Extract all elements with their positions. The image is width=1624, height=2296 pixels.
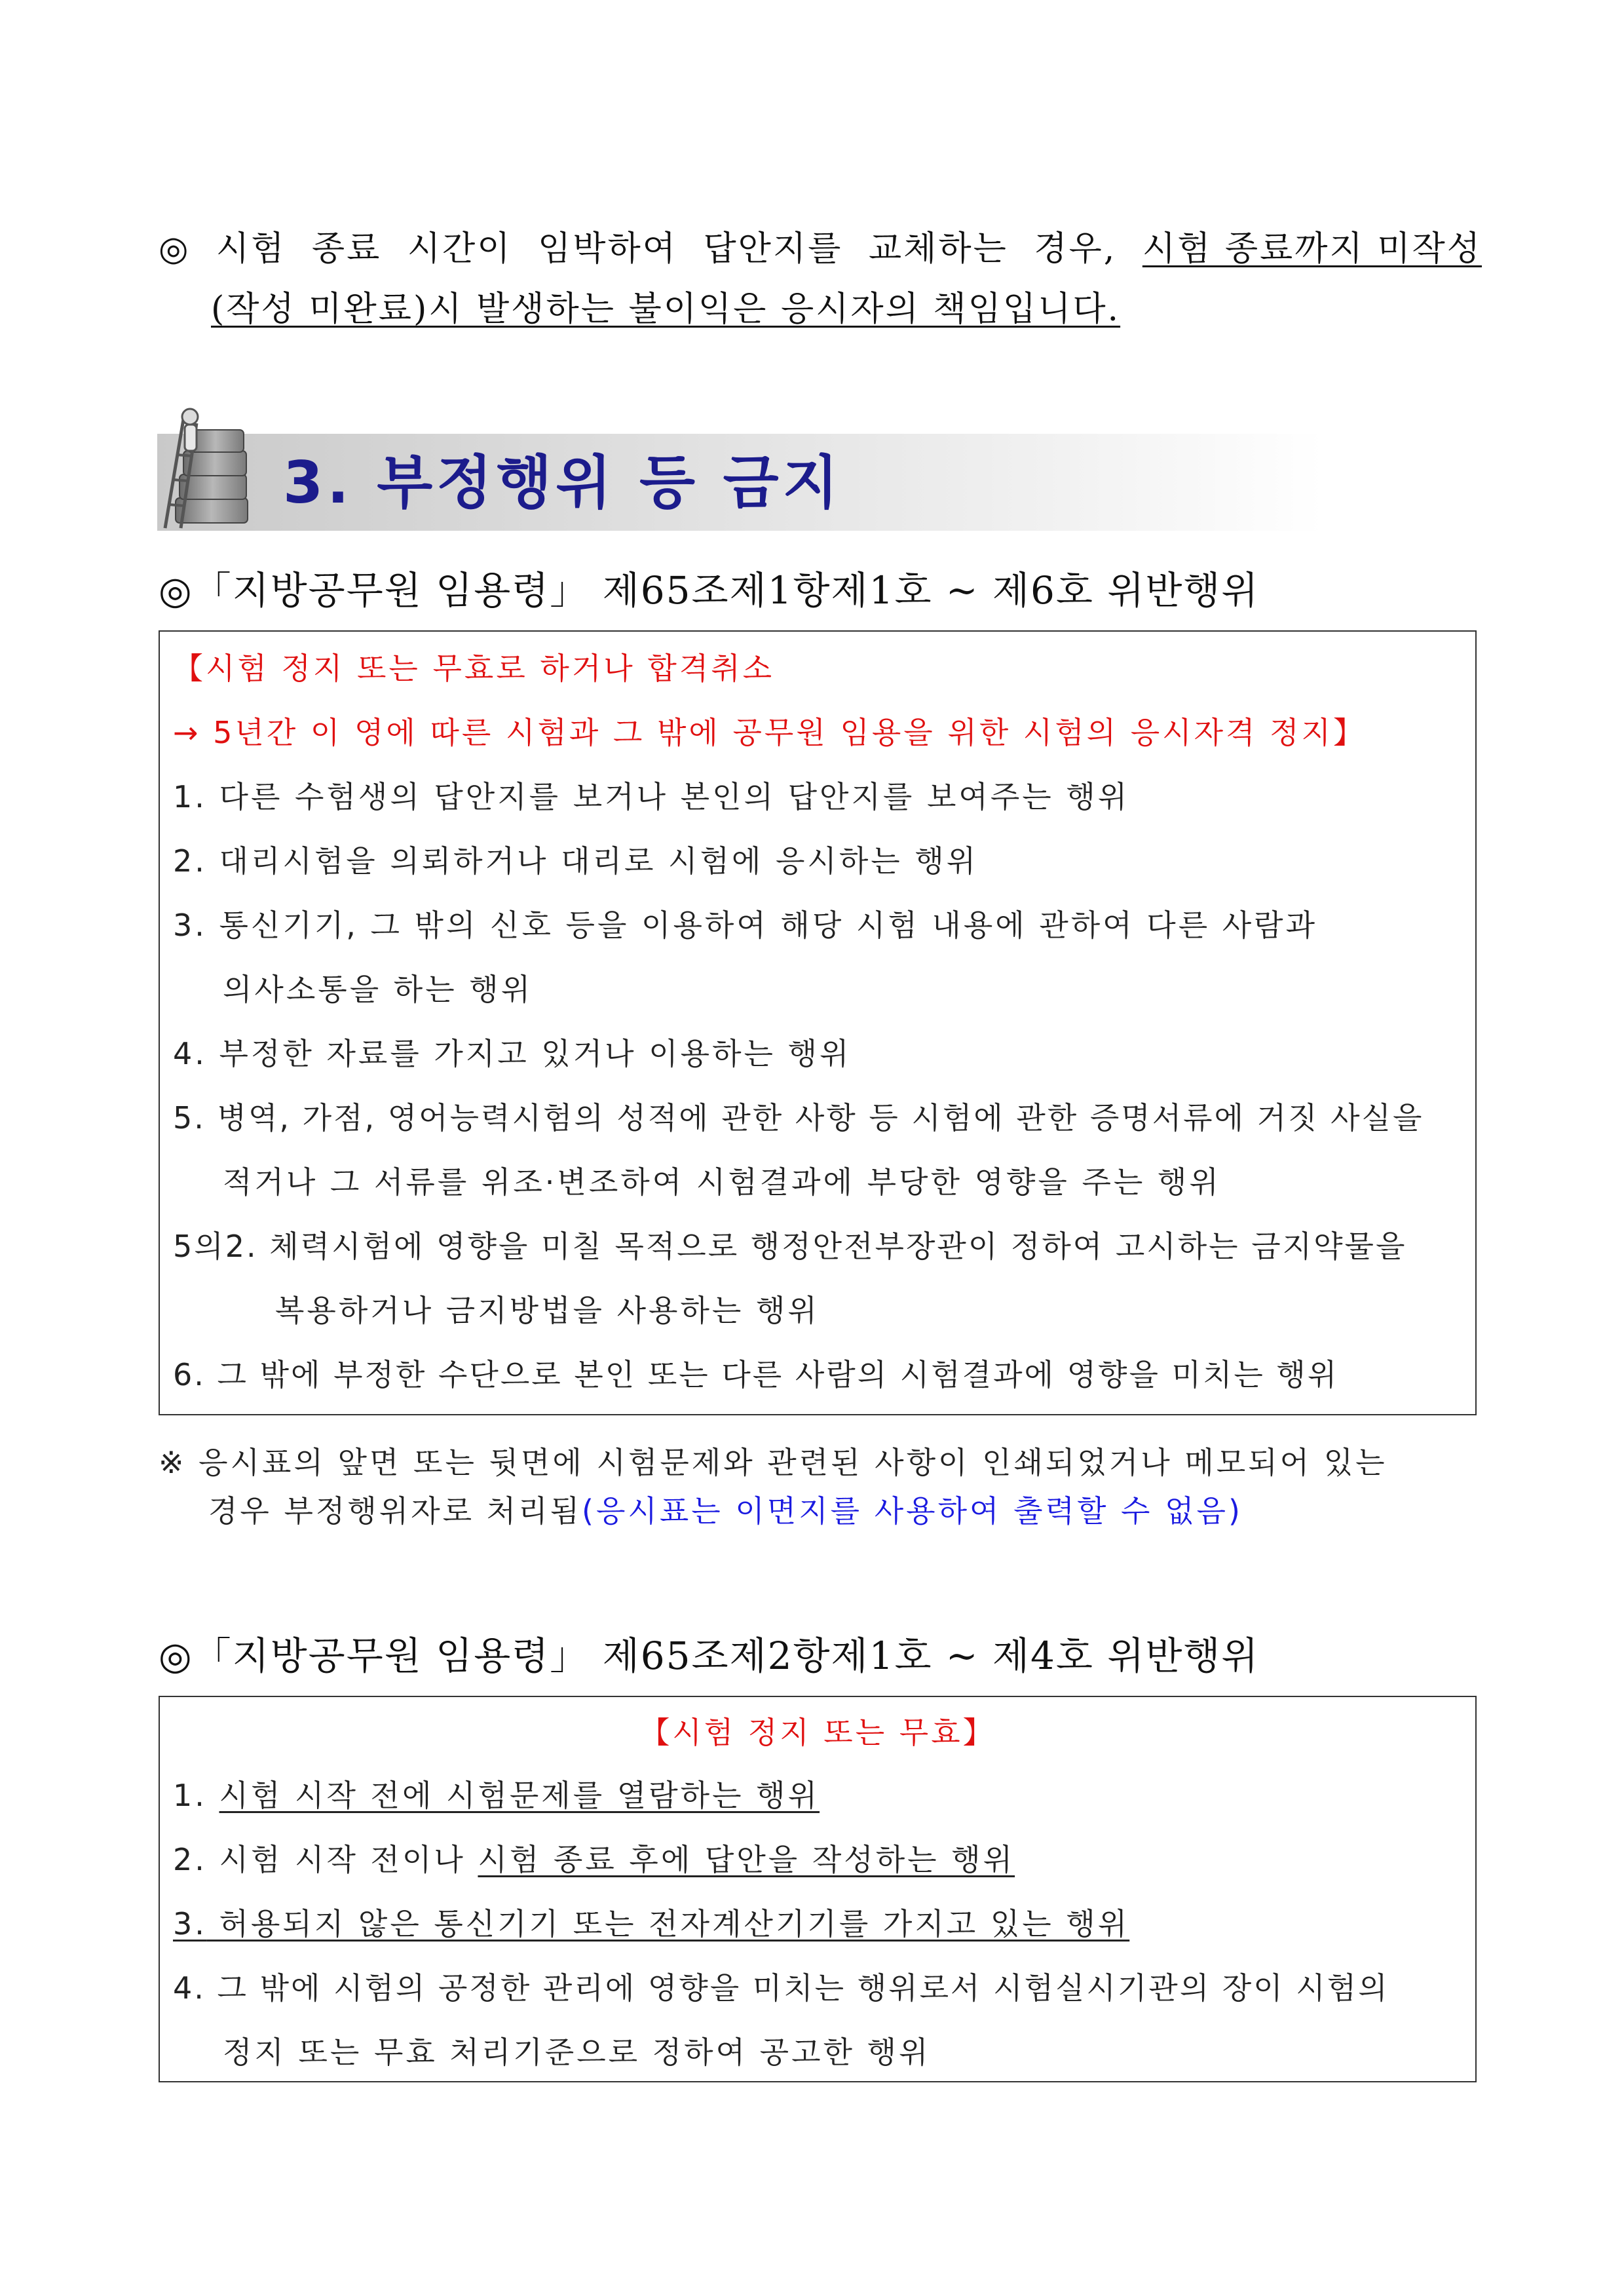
notice-word: 임박하여 <box>538 229 677 269</box>
part1-heading: ◎「지방공무원 임용령」 제65조제1항제1호 ~ 제6호 위반행위 <box>159 568 1260 613</box>
item-prefix: 2. 시험 시작 전이나 <box>173 1842 478 1877</box>
part2-heading: ◎「지방공무원 임용령」 제65조제2항제1호 ~ 제4호 위반행위 <box>159 1634 1260 1678</box>
list-item <box>173 1776 820 1815</box>
item-prefix: 1. <box>173 1778 219 1813</box>
part1-penalty-line-2: → 5년간 이 영에 따른 시험과 그 밖에 공무원 임용을 위한 시험의 응시자격 정지】 <box>173 715 1366 750</box>
notice-word: 시간이 <box>407 229 512 269</box>
notice-word: 경우, <box>1034 229 1117 269</box>
list-item-continuation: 복용하거나 금지방법을 사용하는 행위 <box>275 1293 820 1328</box>
books-ladder-icon <box>156 406 254 531</box>
note-text: 경우 부정행위자로 처리됨 <box>208 1493 582 1529</box>
list-item-continuation: 적거나 그 서류를 위조·변조하여 시험결과에 부당한 영향을 주는 행위 <box>223 1164 1221 1200</box>
list-item: 3. 통신기기, 그 밖의 신호 등을 이용하여 해당 시험 내용에 관하여 다른 사람과 <box>173 908 1318 943</box>
item-underlined: 시험 종료 후에 답안을 작성하는 행위 <box>478 1842 1015 1877</box>
list-item: 2. 대리시험을 의뢰하거나 대리로 시험에 응시하는 행위 <box>173 843 979 879</box>
note-line-1: ※ 응시표의 앞면 또는 뒷면에 시험문제와 관련된 사항이 인쇄되었거나 메모되어 있는 <box>159 1445 1388 1480</box>
part2-penalty: 【시험 정지 또는 무효】 <box>639 1715 996 1750</box>
notice-bullet: ◎ <box>159 229 191 269</box>
list-item: 5. 병역, 가점, 영어능력시험의 성적에 관한 사항 등 시험에 관한 증명서류에 거짓 사실을 <box>173 1100 1424 1136</box>
notice-word: 종료 <box>311 229 382 269</box>
list-item: 5의2. 체력시험에 영향을 미칠 목적으로 행정안전부장관이 정하여 고시하는 금지약물을 <box>173 1229 1407 1264</box>
part2-box <box>159 1696 1477 2082</box>
list-item: 1. 다른 수험생의 답안지를 보거나 본인의 답안지를 보여주는 행위 <box>173 779 1130 814</box>
list-item <box>173 1904 1129 1943</box>
notice-line-2: (작성 미완료)시 발생하는 불이익은 응시자의 책임입니다. <box>211 290 1121 329</box>
item-underlined: 허용되지 않은 통신기기 또는 전자계산기기를 가지고 있는 행위 <box>206 1906 1130 1942</box>
list-item <box>173 1840 1015 1879</box>
item-underlined: 시험 시작 전에 시험문제를 열람하는 행위 <box>219 1778 820 1813</box>
list-item-continuation: 정지 또는 무효 처리기준으로 정하여 공고한 행위 <box>223 2035 931 2070</box>
part1-penalty-line-1: 【시험 정지 또는 무효로 하거나 합격취소 <box>173 651 775 686</box>
section-title: 3. 부정행위 등 금지 <box>283 449 842 516</box>
part1-box <box>159 630 1477 1415</box>
list-item: 4. 부정한 자료를 가지고 있거나 이용하는 행위 <box>173 1036 852 1071</box>
list-item: 6. 그 밖에 부정한 수단으로 본인 또는 다른 사람의 시험결과에 영향을 미치는 행위 <box>173 1357 1339 1392</box>
list-item-continuation: 의사소통을 하는 행위 <box>223 972 533 1007</box>
notice-underlined: 시험 종료까지 미작성 <box>1142 229 1482 269</box>
item-prefix: 3. <box>173 1906 207 1942</box>
note-blue-text: (응시표는 이면지를 사용하여 출력할 수 없음) <box>582 1493 1243 1529</box>
notice-line-1 <box>159 228 1482 270</box>
list-item: 4. 그 밖에 시험의 공정한 관리에 영향을 미치는 행위로서 시험실시기관의 장이 시험의 <box>173 1970 1389 2006</box>
notice-word: 시험 <box>216 229 286 269</box>
notice-word: 답안지를 <box>703 229 843 269</box>
notice-word: 교체하는 <box>868 229 1008 269</box>
note-line-2 <box>208 1491 1243 1531</box>
